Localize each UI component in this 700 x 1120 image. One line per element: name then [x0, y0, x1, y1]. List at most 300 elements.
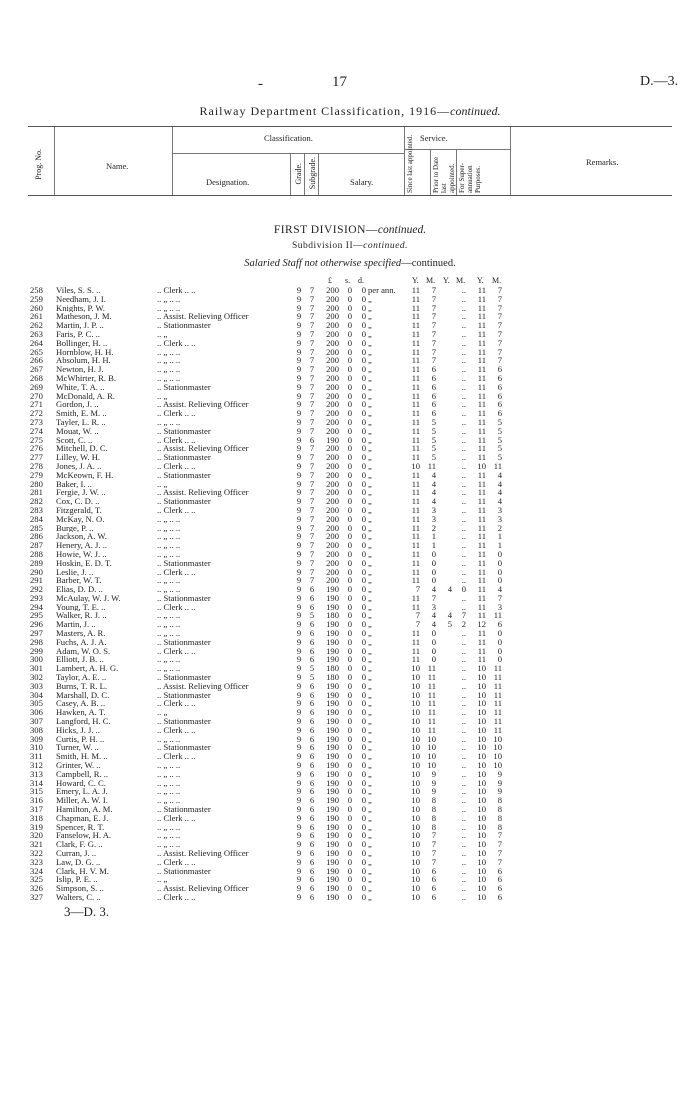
salary-pence: 0 [361, 425, 366, 436]
since-last-years: 11 [411, 487, 420, 498]
prog-no: 273 [30, 416, 43, 427]
subgrade: 6 [309, 733, 315, 744]
prog-no: 321 [30, 839, 43, 850]
staff-name: White, T. A. .. [56, 382, 105, 392]
staff-name: Law, D. G. .. [56, 857, 101, 867]
super-months: 2 [497, 522, 502, 533]
staff-name: Curran, J. .. [56, 849, 97, 858]
super-years: 10 [477, 848, 486, 858]
super-years: 11 [477, 610, 486, 621]
salary-pence: 0 [361, 364, 366, 375]
prior-months: .. [461, 795, 466, 806]
super-months: 6 [497, 390, 502, 401]
grade: 9 [296, 364, 302, 375]
subgrade: 6 [309, 689, 315, 700]
table-row [0, 893, 700, 902]
prior-months: .. [461, 478, 466, 489]
salary-pence: 0 [361, 504, 366, 515]
prog-no: 265 [30, 346, 43, 357]
designation: .. „ .. .. [157, 514, 181, 524]
super-years: 11 [477, 434, 486, 445]
salary-period: „ [368, 513, 372, 524]
header-subgrade: Subgrade. [308, 157, 317, 190]
since-last-years: 10 [411, 698, 420, 709]
prog-no: 318 [30, 812, 43, 823]
since-last-months: 7 [431, 311, 436, 322]
salary-pence: 0 [361, 390, 366, 401]
prior-months: .. [461, 443, 466, 454]
since-last-years: 11 [411, 443, 420, 454]
super-months: 1 [497, 540, 502, 551]
designation: .. Clerk .. .. [157, 813, 196, 823]
since-last-months: 11 [427, 680, 436, 691]
salary-shillings: 0 [347, 812, 352, 823]
since-last-months: 4 [431, 619, 436, 630]
since-last-years: 11 [411, 390, 420, 401]
since-last-years: 10 [411, 460, 420, 471]
salary-pounds: 200 [326, 575, 339, 586]
salary-period: „ [368, 522, 372, 533]
prior-months: .. [461, 425, 466, 436]
grade: 9 [296, 795, 302, 806]
since-last-years: 11 [411, 469, 420, 480]
designation: .. Stationmaster [157, 593, 211, 603]
super-years: 10 [477, 768, 486, 779]
since-last-months: 0 [431, 645, 436, 656]
salary-pence: 0 [361, 311, 366, 322]
designation: .. Assist. Relieving Officer [157, 312, 249, 322]
salary-pence: 0 [361, 346, 366, 357]
prog-no: 282 [30, 496, 43, 507]
designation: .. Clerk .. .. [157, 435, 196, 445]
super-months: 5 [497, 416, 502, 427]
since-last-months: 6 [431, 891, 436, 902]
prog-no: 295 [30, 610, 43, 621]
salary-pounds: 200 [326, 346, 339, 357]
super-years: 11 [477, 548, 486, 559]
prior-months: .. [461, 416, 466, 427]
salary-pounds: 200 [326, 293, 339, 304]
super-months: 0 [497, 566, 502, 577]
prog-no: 259 [30, 293, 43, 304]
super-years: 11 [477, 557, 486, 568]
since-last-years: 11 [411, 636, 420, 647]
salary-shillings: 0 [347, 716, 352, 727]
super-months: 6 [497, 399, 502, 410]
salary-pence: 0 [361, 381, 366, 392]
staff-name: Jones, J. A. .. [56, 461, 102, 471]
years-unit-super: Y. [477, 276, 484, 285]
subgrade: 7 [309, 390, 315, 401]
super-months: 6 [497, 408, 502, 419]
subgrade: 6 [309, 645, 315, 656]
prog-no: 258 [30, 285, 43, 295]
salary-period: „ [368, 460, 372, 471]
salary-period: „ [368, 821, 372, 832]
designation: .. Assist. Relieving Officer [157, 681, 249, 691]
since-last-years: 7 [415, 610, 420, 621]
since-last-years: 11 [411, 645, 420, 656]
salary-period: „ [368, 416, 372, 427]
super-months: 3 [497, 601, 502, 612]
since-last-months: 0 [431, 566, 436, 577]
super-years: 10 [477, 804, 486, 815]
super-years: 11 [477, 584, 486, 595]
grade: 9 [296, 311, 302, 322]
salary-period: „ [368, 293, 372, 304]
since-last-years: 11 [411, 293, 420, 304]
since-last-months: 5 [431, 416, 436, 427]
salary-pence: 0 [361, 601, 366, 612]
salary-shillings: 0 [347, 469, 352, 480]
salary-pence: 0 [361, 724, 366, 735]
designation: .. „ .. .. [157, 373, 181, 383]
subgrade: 7 [309, 540, 315, 551]
grade: 9 [296, 337, 302, 348]
salary-period: „ [368, 645, 372, 656]
prog-no: 289 [30, 557, 43, 568]
prior-months: .. [461, 663, 466, 674]
prior-months: .. [461, 311, 466, 322]
grade: 9 [296, 584, 302, 595]
designation: .. „ .. .. [157, 356, 181, 366]
salary-pounds: 200 [326, 443, 339, 454]
salary-pounds: 200 [326, 469, 339, 480]
super-months: 11 [493, 680, 502, 691]
header-since-last-appointed: Since last appointed. [406, 134, 414, 193]
salary-pounds: 200 [326, 408, 339, 419]
salary-shillings: 0 [347, 408, 352, 419]
subgrade: 7 [309, 364, 315, 375]
salary-period: „ [368, 795, 372, 806]
designation: .. „ .. .. [157, 576, 181, 586]
since-last-months: 0 [431, 575, 436, 586]
designation: .. Stationmaster [157, 426, 211, 436]
since-last-months: 7 [431, 848, 436, 858]
since-last-years: 11 [411, 285, 420, 295]
salary-period: „ [368, 839, 372, 850]
prior-months: .. [461, 399, 466, 410]
designation: .. „ [157, 708, 168, 718]
prior-months: .. [461, 496, 466, 507]
salary-pounds: 190 [326, 839, 339, 850]
salary-period: „ [368, 320, 372, 331]
salary-shillings: 0 [347, 672, 352, 683]
prior-months: .. [461, 724, 466, 735]
subgrade: 6 [309, 601, 315, 612]
prior-months: .. [461, 848, 466, 858]
staff-name: McDonald, A. R. [56, 391, 115, 401]
prior-months: 2 [461, 619, 466, 630]
months-unit-since: M. [426, 276, 436, 285]
since-last-years: 10 [411, 874, 420, 885]
prior-months: .. [461, 777, 466, 788]
salary-period: „ [368, 355, 372, 366]
salary-period: „ [368, 680, 372, 691]
salary-shillings: 0 [347, 478, 352, 489]
salary-period: „ [368, 364, 372, 375]
subgrade: 6 [309, 874, 315, 885]
salary-shillings: 0 [347, 891, 352, 902]
prog-no: 320 [30, 830, 43, 841]
prior-months: 0 [461, 584, 466, 595]
salary-period: „ [368, 707, 372, 718]
grade: 9 [296, 839, 302, 850]
since-last-years: 10 [411, 663, 420, 674]
staff-name: Lambert, A. H. G. [56, 664, 119, 674]
grade: 9 [296, 390, 302, 401]
salary-shillings: 0 [347, 628, 352, 639]
staff-name: Martin, J. .. [56, 620, 96, 630]
prog-no: 290 [30, 566, 43, 577]
super-years: 11 [477, 628, 486, 639]
salary-pence: 0 [361, 733, 366, 744]
prior-months: .. [461, 504, 466, 515]
since-last-years: 11 [411, 372, 420, 383]
staff-name: McAulay, W. J. W. [56, 593, 121, 603]
super-years: 11 [477, 328, 486, 339]
salary-pounds: 190 [326, 434, 339, 445]
staff-name: Elliott, J. B. .. [56, 655, 104, 665]
prior-months: .. [461, 812, 466, 823]
designation: .. Stationmaster [157, 717, 211, 726]
prior-years: 4 [447, 584, 452, 595]
salary-shillings: 0 [347, 390, 352, 401]
salary-period: „ [368, 698, 372, 709]
since-last-months: 4 [431, 496, 436, 507]
subgrade: 6 [309, 698, 315, 709]
staff-name: Absolum, H. H. [56, 356, 111, 366]
salary-period: „ [368, 548, 372, 559]
since-last-months: 10 [427, 742, 436, 753]
grade: 9 [296, 452, 302, 463]
since-last-months: 1 [431, 540, 436, 551]
salary-pence: 0 [361, 531, 366, 542]
since-last-months: 0 [431, 654, 436, 665]
since-last-years: 11 [411, 416, 420, 427]
super-months: 10 [493, 751, 502, 762]
years-unit-since: Y. [412, 276, 419, 285]
since-last-months: 7 [431, 320, 436, 331]
salary-pounds: 190 [326, 804, 339, 815]
staff-name: Viles, S. S. .. [56, 286, 101, 295]
salary-period: „ [368, 337, 372, 348]
salary-shillings: 0 [347, 328, 352, 339]
since-last-months: 11 [427, 672, 436, 683]
subgrade: 7 [309, 513, 315, 524]
salary-pounds: 200 [326, 540, 339, 551]
staff-name: Faris, P. C. .. [56, 329, 100, 339]
salary-pounds: 190 [326, 636, 339, 647]
staff-name: Hawken, A. T. [56, 708, 106, 718]
since-last-months: 5 [431, 443, 436, 454]
subgrade: 6 [309, 434, 315, 445]
salary-shillings: 0 [347, 821, 352, 832]
super-months: 0 [497, 645, 502, 656]
since-last-months: 6 [431, 883, 436, 894]
super-months: 9 [497, 768, 502, 779]
salary-pounds: 200 [326, 337, 339, 348]
super-years: 11 [477, 540, 486, 551]
prog-no: 286 [30, 531, 43, 542]
grade: 9 [296, 557, 302, 568]
since-last-years: 11 [411, 478, 420, 489]
super-months: 7 [497, 320, 502, 331]
super-years: 11 [477, 399, 486, 410]
staff-name: Grinter, W. .. [56, 761, 101, 770]
prog-no: 281 [30, 487, 43, 498]
designation: .. Stationmaster [157, 743, 211, 753]
months-unit-prior: M. [456, 276, 466, 285]
grade: 9 [296, 478, 302, 489]
salary-shillings: 0 [347, 856, 352, 867]
super-months: 0 [497, 636, 502, 647]
subgrade: 7 [309, 355, 315, 366]
salary-shillings: 0 [347, 522, 352, 533]
salary-shillings: 0 [347, 513, 352, 524]
prior-months: .. [461, 460, 466, 471]
since-last-years: 10 [411, 777, 420, 788]
prior-months: .. [461, 768, 466, 779]
salary-pounds: 200 [326, 425, 339, 436]
staff-name: Baker, I. .. [56, 479, 92, 489]
super-months: 11 [493, 698, 502, 709]
salary-pounds: 200 [326, 487, 339, 498]
super-years: 11 [477, 601, 486, 612]
subgrade: 7 [309, 548, 315, 559]
prior-months: .. [461, 469, 466, 480]
super-years: 11 [477, 452, 486, 463]
since-last-years: 11 [411, 346, 420, 357]
super-months: 10 [493, 742, 502, 753]
prior-months: .. [461, 364, 466, 375]
salary-shillings: 0 [347, 733, 352, 744]
salary-pence: 0 [361, 460, 366, 471]
designation: .. „ .. .. [157, 417, 181, 427]
prog-no: 269 [30, 381, 43, 392]
super-months: 7 [497, 592, 502, 603]
salary-pence: 0 [361, 848, 366, 858]
salary-pence: 0 [361, 672, 366, 683]
super-months: 0 [497, 575, 502, 586]
since-last-years: 11 [411, 364, 420, 375]
salary-period: „ [368, 812, 372, 823]
prior-months: .. [461, 302, 466, 313]
staff-name: Adam, W. O. S. [56, 646, 111, 656]
super-months: 6 [497, 372, 502, 383]
prog-no: 294 [30, 601, 43, 612]
salary-pence: 0 [361, 742, 366, 753]
designation: .. „ .. .. [157, 822, 181, 832]
subgrade: 5 [309, 672, 315, 683]
since-last-years: 11 [411, 531, 420, 542]
prog-no: 327 [30, 891, 43, 902]
salary-pence: 0 [361, 320, 366, 331]
designation: .. Stationmaster [157, 673, 211, 682]
salary-pounds: 190 [326, 724, 339, 735]
subgrade: 6 [309, 786, 315, 797]
super-months: 8 [497, 795, 502, 806]
salary-pence: 0 [361, 883, 366, 894]
super-months: 4 [497, 496, 502, 507]
salary-pounds: 190 [326, 812, 339, 823]
salary-shillings: 0 [347, 434, 352, 445]
super-years: 12 [477, 619, 486, 630]
prog-no: 298 [30, 636, 43, 647]
super-years: 10 [477, 874, 486, 885]
salary-shillings: 0 [347, 619, 352, 630]
staff-name: McWhirter, R. B. [56, 373, 117, 383]
super-years: 10 [477, 724, 486, 735]
super-months: 6 [497, 381, 502, 392]
subgrade: 7 [309, 381, 315, 392]
super-years: 11 [477, 293, 486, 304]
since-last-years: 10 [411, 724, 420, 735]
since-last-months: 8 [431, 804, 436, 815]
subgrade: 7 [309, 399, 315, 410]
since-last-years: 11 [411, 601, 420, 612]
staff-name: Bollinger, H. .. [56, 338, 108, 348]
since-last-years: 10 [411, 760, 420, 771]
salary-pence: 0 [361, 645, 366, 656]
salary-shillings: 0 [347, 663, 352, 674]
salary-shillings: 0 [347, 804, 352, 815]
salary-period: „ [368, 768, 372, 779]
grade: 9 [296, 812, 302, 823]
subgrade: 7 [309, 320, 315, 331]
super-years: 10 [477, 698, 486, 709]
grade: 9 [296, 416, 302, 427]
prior-months: .. [461, 337, 466, 348]
staff-name: Scott, C. .. [56, 435, 93, 445]
salary-pence: 0 [361, 434, 366, 445]
salary-pence: 0 [361, 522, 366, 533]
designation: .. „ .. .. [157, 840, 181, 849]
prog-no: 297 [30, 628, 43, 639]
since-last-months: 7 [431, 592, 436, 603]
salary-pounds: 190 [326, 733, 339, 744]
staff-name: Hornblow, H. H. [56, 347, 114, 357]
grade: 9 [296, 540, 302, 551]
salary-pounds: 200 [326, 416, 339, 427]
subgrade: 7 [309, 557, 315, 568]
since-last-years: 10 [411, 768, 420, 779]
prior-months: .. [461, 372, 466, 383]
prior-months: .. [461, 548, 466, 559]
prog-no: 266 [30, 355, 43, 366]
grade: 9 [296, 724, 302, 735]
salary-period: „ [368, 733, 372, 744]
designation: .. „ .. .. [157, 655, 181, 665]
prog-no: 272 [30, 408, 43, 419]
super-months: 8 [497, 821, 502, 832]
subgrade: 6 [309, 821, 315, 832]
salary-shillings: 0 [347, 548, 352, 559]
salary-pounds: 190 [326, 689, 339, 700]
prior-months: .. [461, 566, 466, 577]
salary-pence: 0 [361, 469, 366, 480]
staff-name: Mouat, W. .. [56, 426, 99, 436]
since-last-months: 6 [431, 408, 436, 419]
super-years: 11 [477, 645, 486, 656]
subgrade: 7 [309, 302, 315, 313]
salary-pence: 0 [361, 619, 366, 630]
staff-name: Tayler, L. R. .. [56, 417, 106, 427]
prior-months: .. [461, 786, 466, 797]
since-last-months: 7 [431, 337, 436, 348]
salary-shillings: 0 [347, 680, 352, 691]
since-last-months: 0 [431, 548, 436, 559]
